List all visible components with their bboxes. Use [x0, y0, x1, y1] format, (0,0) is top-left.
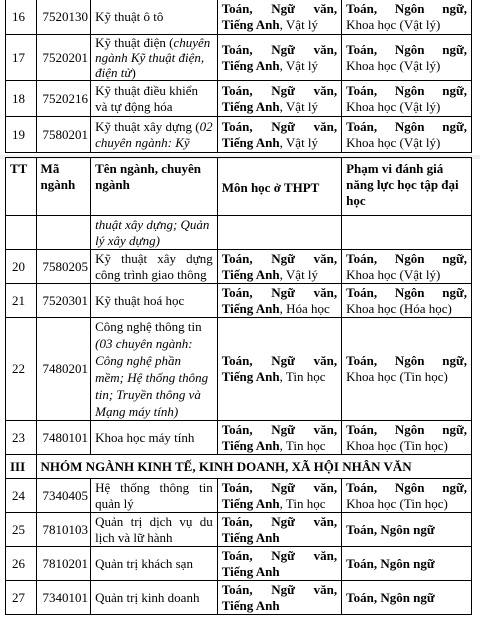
row-number: 16	[6, 0, 37, 35]
subjects-line1: Toán, Ngữ văn,	[221, 421, 338, 437]
header-scope: Phạm vi đánh giá năng lực học tập đại học	[342, 158, 472, 216]
subjects-line1: Toán, Ngữ văn,	[221, 0, 338, 16]
major-code: 7580205	[36, 250, 91, 284]
subjects-line2: Tiếng Anh, Tin học	[221, 369, 326, 384]
table-row	[6, 581, 472, 615]
section-number: III	[6, 455, 37, 479]
scope-cell	[342, 318, 472, 421]
subjects-line1: Toán, Ngữ văn,	[221, 547, 338, 563]
subjects-line2: Tiếng Anh	[221, 597, 280, 613]
subjects-line2: Tiếng Anh	[221, 529, 280, 545]
scope-cell	[342, 479, 472, 513]
subjects-line1: Toán, Ngữ văn,	[221, 479, 338, 495]
row-number: 26	[6, 547, 37, 581]
subjects-cell	[217, 421, 341, 455]
header-subjects: Môn học ở THPT	[217, 158, 341, 216]
row-number: 27	[6, 581, 37, 615]
subjects-line2: Tiếng Anh, Hóa học	[221, 300, 330, 316]
table-row	[6, 81, 472, 117]
scope-line1: Toán, Ngôn ngữ,	[346, 82, 468, 98]
table-row	[6, 216, 472, 250]
major-code: 7340405	[36, 479, 91, 513]
subjects-line1: Toán, Ngữ văn,	[221, 513, 338, 529]
row-number: 23	[6, 421, 37, 455]
subjects-cell	[217, 513, 341, 547]
scope-line1: Toán, Ngôn ngữ,	[346, 118, 468, 134]
major-code: 7480101	[36, 421, 91, 455]
major-name-close: )	[131, 65, 136, 80]
subjects-cell	[217, 0, 341, 35]
major-name: Kỹ thuật xây dựng công trình giao thông	[91, 250, 218, 284]
subjects-cell	[217, 81, 341, 117]
header-major: Tên ngành, chuyên ngành	[91, 158, 218, 216]
subjects-line1: Toán, Ngữ văn,	[221, 284, 338, 300]
row-number: 22	[6, 318, 37, 421]
table-row	[6, 117, 472, 153]
scope-cell	[342, 250, 472, 284]
row-number: 19	[6, 117, 37, 153]
row-number: 18	[6, 81, 37, 117]
subjects-cell	[217, 250, 341, 284]
subjects-line1: Toán, Ngữ văn,	[221, 82, 338, 98]
scope-line2: Khoa học (Hóa học)	[346, 300, 452, 316]
major-code: 7520301	[36, 284, 91, 318]
table-row	[6, 318, 472, 421]
subjects-line2: Tiếng Anh, Vật lý	[221, 134, 319, 150]
section-title: NHÓM NGÀNH KINH TẾ, KINH DOANH, XÃ HỘI NHÂN VĂN	[36, 455, 471, 479]
scope-line2: Khoa học (Vật lý)	[346, 16, 441, 32]
table-row	[6, 284, 472, 318]
major-name: Kỹ thuật hoá học	[91, 284, 218, 318]
scope-line1: Toán, Ngôn ngữ,	[346, 284, 468, 300]
subjects-line2: Tiếng Anh	[221, 563, 280, 579]
major-code: 7520201	[36, 35, 91, 81]
scope-line2: Khoa học (Vật lý)	[346, 98, 441, 114]
header-code: Mã ngành	[36, 158, 91, 216]
table-row	[6, 250, 472, 284]
major-specialization: 02 chuyên ngành: Kỹ	[95, 118, 213, 150]
scope-line1: Toán, Ngôn ngữ,	[346, 353, 468, 368]
major-code: 7520130	[36, 0, 91, 35]
subjects-line2: Tiếng Anh, Tin học	[221, 437, 326, 453]
scope-line1: Toán, Ngôn ngữ,	[346, 479, 468, 495]
subjects-line1: Toán, Ngữ văn,	[221, 41, 338, 57]
major-name	[91, 0, 218, 35]
subjects-line2: Tiếng Anh, Vật lý	[221, 266, 319, 282]
scope-cell: Toán, Ngôn ngữ	[342, 581, 472, 615]
scope-line2: Khoa học (Tin học)	[346, 495, 448, 511]
scope-line2: Khoa học (Tin học)	[346, 437, 448, 453]
major-code: 7340101	[36, 581, 91, 615]
subjects-cell	[217, 117, 341, 153]
subjects-line1: Toán, Ngữ văn,	[221, 118, 338, 134]
major-code	[36, 216, 91, 250]
subjects-line1: Toán, Ngữ văn,	[221, 581, 338, 597]
scope-cell	[342, 284, 472, 318]
scope-cell	[342, 117, 472, 153]
admission-table-bottom	[5, 157, 472, 615]
major-name	[91, 318, 218, 421]
scope-cell	[342, 81, 472, 117]
subjects-cell	[217, 547, 341, 581]
major-name: Hệ thống thông tin quản lý	[91, 479, 218, 513]
row-number: 21	[6, 284, 37, 318]
major-specialization: (03 chuyên ngành: Công nghệ phần mềm; Hệ thống thông tin; Truyền thông và Mạng máy tính)	[95, 336, 209, 419]
major-name-text: Công nghệ thông tin	[95, 319, 202, 334]
scope-cell: Toán, Ngôn ngữ	[342, 513, 472, 547]
table-row	[6, 479, 472, 513]
major-name: Quản trị kinh doanh	[91, 581, 218, 615]
scope-line1: Toán, Ngôn ngữ,	[346, 250, 468, 266]
scope-line1: Toán, Ngôn ngữ,	[346, 41, 468, 57]
subjects-line2: Tiếng Anh, Vật lý	[221, 57, 319, 73]
scope-line1: Toán, Ngôn ngữ,	[346, 0, 468, 16]
scope-line2: Khoa học (Vật lý)	[346, 57, 441, 73]
row-number: 24	[6, 479, 37, 513]
major-name: Quản trị dịch vụ du lịch và lữ hành	[91, 513, 218, 547]
scope-cell	[342, 421, 472, 455]
table-row	[6, 35, 472, 81]
major-name	[91, 117, 218, 153]
major-code: 7810103	[36, 513, 91, 547]
table-row	[6, 0, 472, 35]
section-header-row	[6, 455, 472, 479]
row-number: 20	[6, 250, 37, 284]
scope-cell	[342, 0, 472, 35]
scope-line2: Khoa học (Vật lý)	[346, 134, 441, 150]
major-name	[91, 81, 218, 117]
table-row	[6, 547, 472, 581]
scope-cell: Toán, Ngôn ngữ	[342, 547, 472, 581]
table-header-row	[6, 158, 472, 216]
scope-cell	[342, 35, 472, 81]
major-name-text: Kỹ thuật điều khiển và tự động hóa	[95, 82, 199, 114]
header-tt: TT	[6, 158, 37, 216]
scope-line2: Khoa học (Vật lý)	[346, 266, 441, 282]
subjects-cell	[217, 581, 341, 615]
major-name-text: Kỹ thuật xây dựng (	[95, 118, 200, 134]
major-name-text: Kỹ thuật điện (	[95, 35, 174, 50]
major-code: 7580201	[36, 117, 91, 153]
subjects-cell	[217, 35, 341, 81]
major-specialization: chuyên ngành Kỹ thuật điện, điện tử	[95, 35, 211, 80]
scope-line2: Khoa học (Tin học)	[346, 369, 448, 384]
major-name: Quản trị khách sạn	[91, 547, 218, 581]
subjects-line1: Toán, Ngữ văn,	[221, 353, 338, 368]
scope-cell	[342, 216, 472, 250]
major-name: Khoa học máy tính	[91, 421, 218, 455]
table-row	[6, 513, 472, 547]
major-name-text: Kỹ thuật ô tô	[95, 8, 164, 24]
subjects-line2: Tiếng Anh, Tin học	[221, 495, 326, 511]
row-number	[6, 216, 37, 250]
subjects-line1: Toán, Ngữ văn,	[221, 250, 338, 266]
subjects-cell	[217, 479, 341, 513]
scope-line1: Toán, Ngôn ngữ,	[346, 421, 468, 437]
subjects-cell	[217, 284, 341, 318]
row-number: 17	[6, 35, 37, 81]
subjects-line2: Tiếng Anh, Vật lý	[221, 16, 319, 32]
major-code: 7520216	[36, 81, 91, 117]
major-name-continuation: thuật xây dựng; Quản lý xây dựng)	[91, 216, 218, 250]
table-row	[6, 421, 472, 455]
row-number: 25	[6, 513, 37, 547]
major-code: 7810201	[36, 547, 91, 581]
admission-table-top	[5, 0, 472, 153]
major-code: 7480201	[36, 318, 91, 421]
subjects-cell	[217, 318, 341, 421]
subjects-line2: Tiếng Anh, Vật lý	[221, 98, 319, 114]
major-name	[91, 35, 218, 81]
subjects-cell	[217, 216, 341, 250]
